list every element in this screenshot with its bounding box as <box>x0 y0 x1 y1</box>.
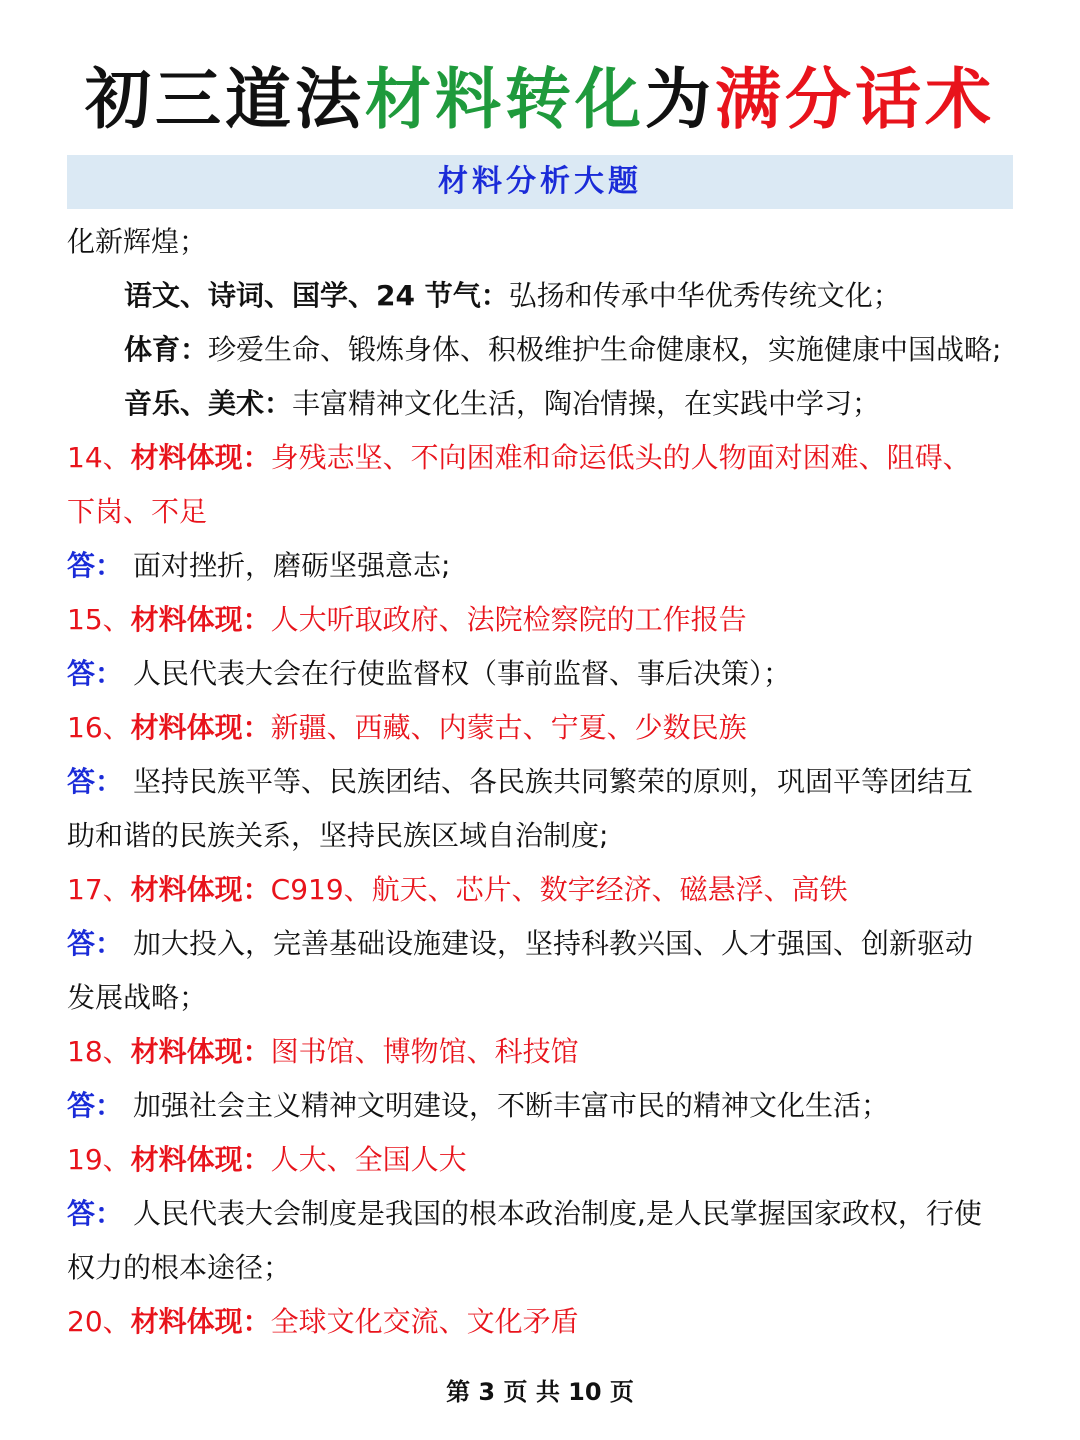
topic-line <box>67 377 1017 431</box>
topic-line <box>67 269 1017 323</box>
material-tag: 材料体现： <box>130 441 271 474</box>
material-line <box>67 593 1017 647</box>
material-tag: 材料体现： <box>130 1305 271 1338</box>
topic-label: 音乐、美术： <box>124 387 293 420</box>
topic-label: 体育： <box>124 333 209 366</box>
item-number: 15、 <box>67 603 131 636</box>
material-text: 图书馆、博物馆、科技馆 <box>270 1035 579 1068</box>
topic-text: 珍爱生命、锻炼身体、积极维护生命健康权，实施健康中国战略; <box>208 333 1002 366</box>
answer-text: 加大投入，完善基础设施建设，坚持科教兴国、人才强国、创新驱动 <box>133 927 974 960</box>
answer-label: 答： <box>67 1089 124 1122</box>
material-text: 人大听取政府、法院检察院的工作报告 <box>270 603 747 636</box>
material-tag: 材料体现： <box>130 873 271 906</box>
answer-line <box>67 1187 1017 1241</box>
answer-text: 坚持民族平等、民族团结、各民族共同繁荣的原则，巩固平等团结互 <box>133 765 974 798</box>
material-tag: 材料体现： <box>130 711 271 744</box>
answer-text: 面对挫折，磨砺坚强意志; <box>133 549 451 582</box>
material-text: 全球文化交流、文化矛盾 <box>270 1305 579 1338</box>
material-line <box>67 1133 1017 1187</box>
answer-text: 人民代表大会在行使监督权（事前监督、事后决策）； <box>133 657 792 690</box>
topic-text: 弘扬和传承中华优秀传统文化； <box>508 279 901 312</box>
answer-continuation: 发展战略； <box>67 981 208 1014</box>
material-tag: 材料体现： <box>130 603 271 636</box>
answer-line <box>67 917 1017 971</box>
material-text: C919、航天、芯片、数字经济、磁悬浮、高铁 <box>270 873 848 906</box>
answer-line <box>67 1079 1017 1133</box>
answer-line <box>67 539 1017 593</box>
topic-text: 丰富精神文化生活，陶冶情操，在实践中学习； <box>292 387 881 420</box>
title-part-4: 满分话术 <box>715 61 995 138</box>
item-number: 20、 <box>67 1305 131 1338</box>
material-text: 人大、全国人大 <box>270 1143 467 1176</box>
answer-line <box>67 755 1017 809</box>
item-number: 16、 <box>67 711 131 744</box>
item-number: 18、 <box>67 1035 131 1068</box>
material-tag: 材料体现： <box>130 1035 271 1068</box>
topic-label: 语文、诗词、国学、24 节气： <box>124 279 509 312</box>
material-line <box>67 701 1017 755</box>
answer-label: 答： <box>67 1197 124 1230</box>
answer-line <box>67 647 1017 701</box>
answer-text: 人民代表大会制度是我国的根本政治制度,是人民掌握国家政权，行使 <box>133 1197 982 1230</box>
answer-continuation: 权力的根本途径； <box>67 1251 292 1284</box>
item-number: 17、 <box>67 873 131 906</box>
answer-label: 答： <box>67 549 124 582</box>
material-line: 下岗、不足 <box>67 495 208 528</box>
material-text: 身残志坚、不向困难和命运低头的人物面对困难、阻碍、 <box>270 441 971 474</box>
section-header: 材料分析大题 <box>67 155 1013 209</box>
material-line <box>67 1025 1017 1079</box>
item-number: 14、 <box>67 441 131 474</box>
answer-label: 答： <box>67 765 124 798</box>
page-number: 第 3 页 共 10 页 <box>446 1378 634 1406</box>
topic-line <box>67 323 1017 377</box>
title-part-2: 材料转化 <box>365 61 645 138</box>
material-tag: 材料体现： <box>130 1143 271 1176</box>
answer-continuation: 助和谐的民族关系，坚持民族区域自治制度; <box>67 819 609 852</box>
title-part-1: 初三道法 <box>85 61 365 138</box>
answer-text: 加强社会主义精神文明建设，不断丰富市民的精神文化生活； <box>133 1089 890 1122</box>
answer-label: 答： <box>67 657 124 690</box>
material-line <box>67 431 1017 485</box>
document-body <box>67 215 1017 1349</box>
page-title <box>0 50 1080 150</box>
title-part-3: 为 <box>645 61 715 138</box>
material-text: 新疆、西藏、内蒙古、宁夏、少数民族 <box>270 711 747 744</box>
material-line <box>67 1295 1017 1349</box>
intro-tail: 化新辉煌； <box>67 225 208 258</box>
item-number: 19、 <box>67 1143 131 1176</box>
material-line <box>67 863 1017 917</box>
answer-label: 答： <box>67 927 124 960</box>
